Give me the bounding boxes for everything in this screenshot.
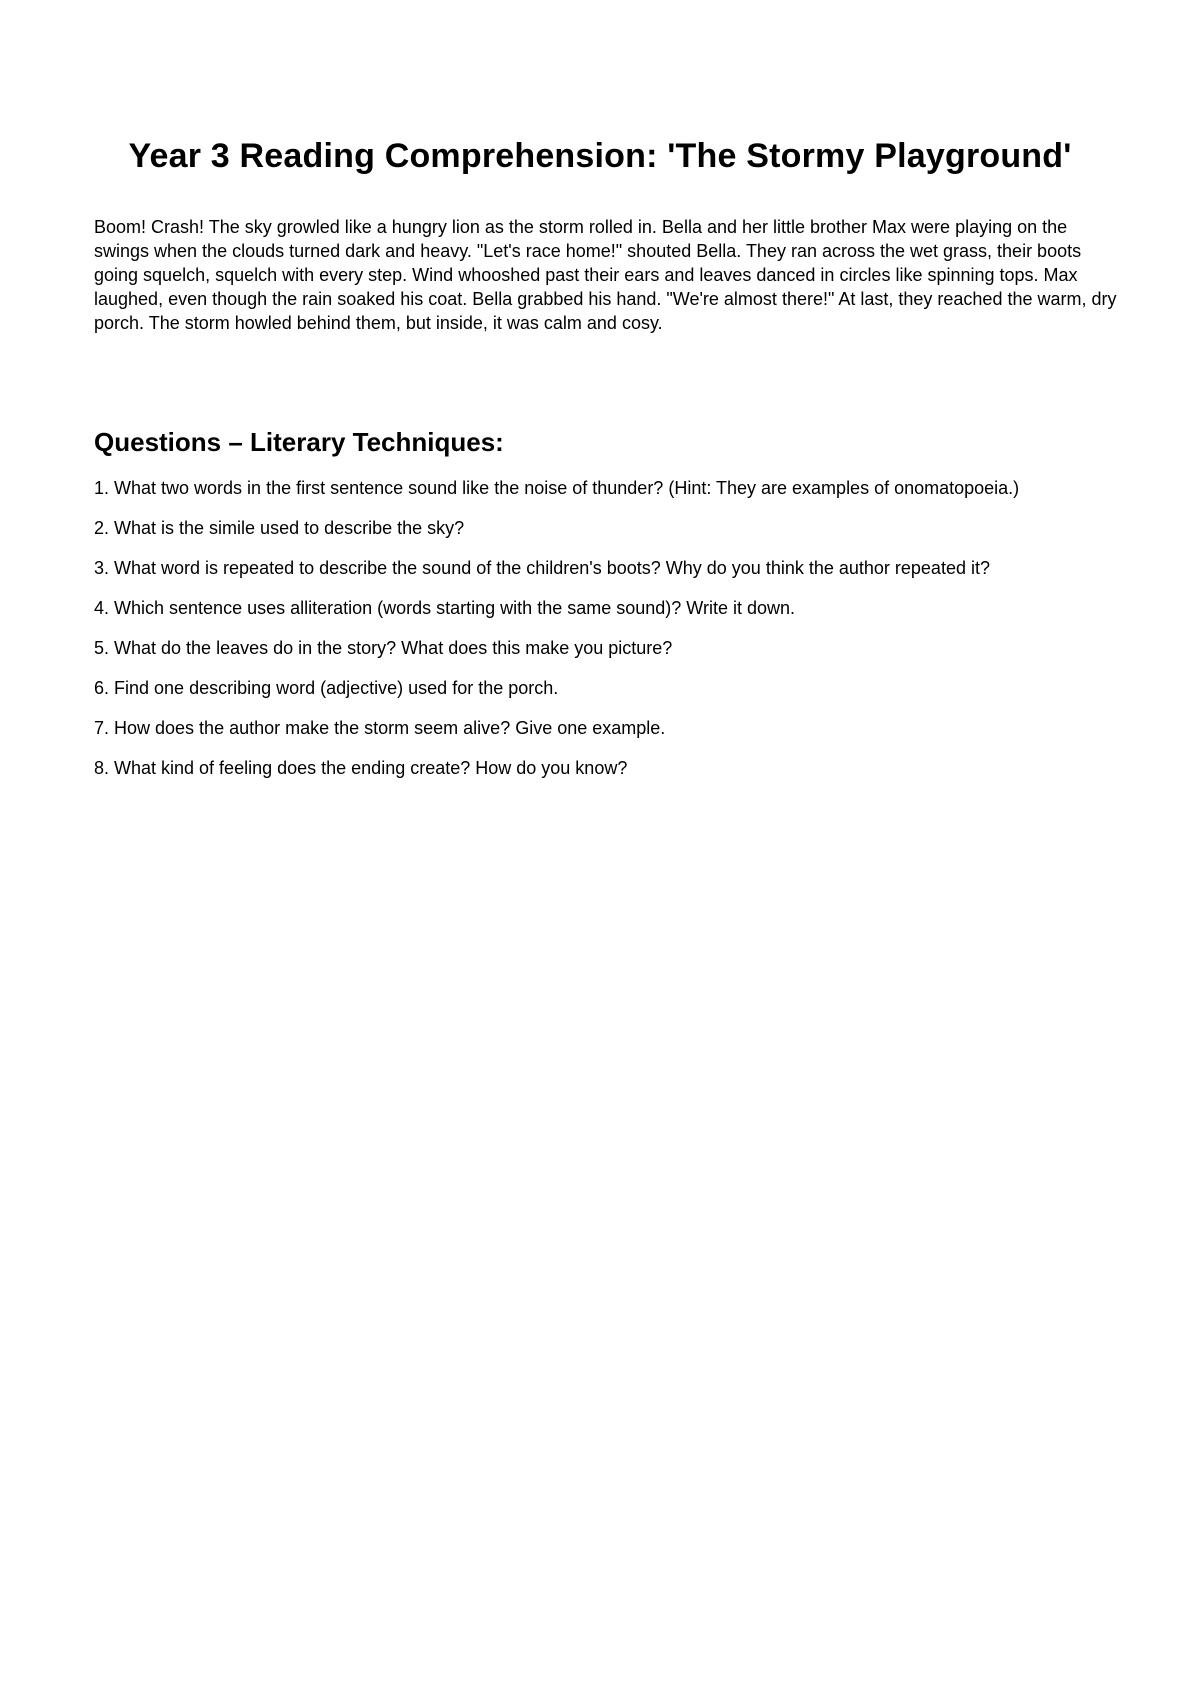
questions-list [94, 476, 1124, 796]
question-item: 4. Which sentence uses alliteration (words starting with the same sound)? Write it down. [94, 598, 795, 618]
question-item: 3. What word is repeated to describe the sound of the children's boots? Why do you think the author repeated it? [94, 558, 990, 578]
question-item: 6. Find one describing word (adjective) used for the porch. [94, 678, 559, 698]
question-item: 5. What do the leaves do in the story? What does this make you picture? [94, 638, 673, 658]
story-paragraph: Boom! Crash! The sky growled like a hungry lion as the storm rolled in. Bella and her little brother Max were playing on the swings when the clouds turned dark and heavy. "Let's race home!" shouted Bella. They ran across the wet grass, their boots going squelch, squelch with every step. Wind whooshed past their ears and leaves danced in circles like spinning tops. Max laughed, even though the rain soaked his coat. Bella grabbed his hand. "We're almost there!" At last, they reached the warm, dry porch. The storm howled behind them, but inside, it was calm and cosy. [94, 217, 1117, 333]
question-item: 2. What is the simile used to describe the sky? [94, 518, 465, 538]
question-item: 8. What kind of feeling does the ending create? How do you know? [94, 758, 628, 778]
question-item: 7. How does the author make the storm seem alive? Give one example. [94, 718, 666, 738]
questions-heading: Questions – Literary Techniques: [94, 427, 504, 457]
question-item: 1. What two words in the first sentence sound like the noise of thunder? (Hint: They are examples of onomatopoeia.) [94, 478, 1020, 498]
page-title: Year 3 Reading Comprehension: 'The Stormy Playground' [128, 137, 1072, 175]
